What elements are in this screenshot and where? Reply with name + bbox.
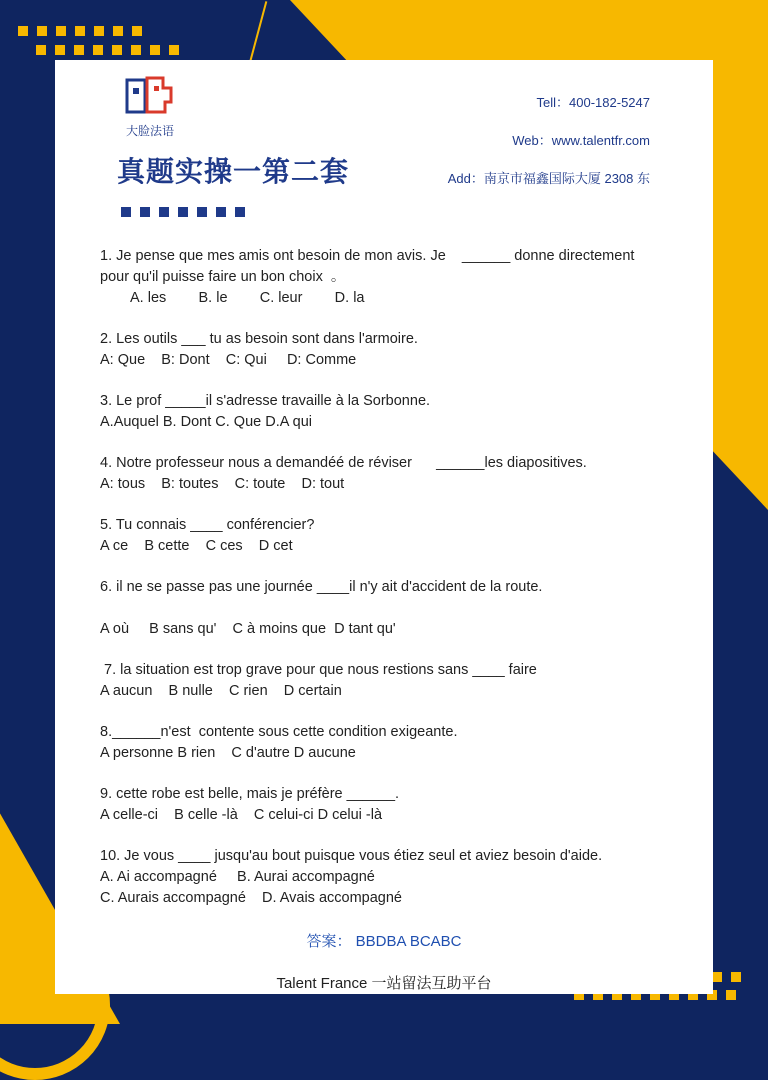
question-3: [100, 391, 690, 433]
question-options: A ce B cette C ces D cet: [100, 538, 293, 554]
question-text: 6. il ne se passe pas une journée ____il n'y ait d'accident de la route.: [100, 579, 543, 595]
footer-brand: Talent France 一站留法互助平台: [276, 975, 492, 992]
decorative-squares-top-1: [18, 26, 142, 36]
decorative-squares-top-2: [36, 45, 179, 55]
question-10: [100, 846, 690, 909]
question-text: 4. Notre professeur nous a demandéé de réviser ______les diapositives.: [100, 455, 587, 471]
question-options: A. les B. le C. leur D. la: [130, 290, 365, 306]
answer-key: 答案： BBDBA BCABC: [306, 933, 462, 950]
question-5: [100, 515, 690, 557]
question-text: 2. Les outils ___ tu as besoin sont dans l'armoire.: [100, 331, 418, 347]
question-options: A. Ai accompagné B. Aurai accompagné: [100, 869, 375, 885]
question-text: pour qu'il puisse faire un bon choix 。: [100, 269, 346, 285]
question-text: 8.______n'est contente sous cette condition exigeante.: [100, 724, 458, 740]
contact-website[interactable]: Web：www.talentfr.com: [512, 133, 650, 148]
question-text: 3. Le prof _____il s'adresse travaille à la Sorbonne.: [100, 393, 431, 409]
question-text: 1. Je pense que mes amis ont besoin de mon avis. Je ______ donne directement: [100, 248, 635, 264]
question-6: [100, 577, 690, 640]
contact-address: Add：南京市福鑫国际大厦 2308 东: [447, 171, 650, 186]
question-options: A: Que B: Dont C: Qui D: Comme: [100, 352, 357, 368]
page-title: 真题实操一第二套: [117, 155, 350, 188]
question-options: A.Auquel B. Dont C. Que D.A qui: [100, 414, 312, 430]
question-options: A celle-ci B celle -là C celui-ci D celui -là: [100, 807, 383, 823]
document-page: [55, 60, 713, 994]
question-1: [100, 246, 690, 309]
question-options: A où B sans qu' C à moins que D tant qu': [100, 621, 396, 637]
question-options: A personne B rien C d'autre D aucune: [100, 745, 356, 761]
question-options: C. Aurais accompagné D. Avais accompagné: [100, 890, 402, 906]
question-4: [100, 453, 690, 495]
question-text: 7. la situation est trop grave pour que nous restions sans ____ faire: [100, 662, 537, 678]
brand-logo: [121, 74, 181, 122]
question-list: [100, 246, 690, 929]
question-2: [100, 329, 690, 371]
blank-line: [100, 598, 690, 619]
title-underline-dots: [121, 207, 245, 217]
question-text: 9. cette robe est belle, mais je préfère ______.: [100, 786, 400, 802]
brand-name: 大脸法语: [125, 124, 174, 138]
question-9: [100, 784, 690, 826]
question-8: [100, 722, 690, 764]
question-text: 10. Je vous ____ jusqu'au bout puisque vous étiez seul et aviez besoin d'aide.: [100, 848, 603, 864]
question-text: 5. Tu connais ____ conférencier?: [100, 517, 315, 533]
question-options: A aucun B nulle C rien D certain: [100, 683, 342, 699]
question-options: A: tous B: toutes C: toute D: tout: [100, 476, 345, 492]
contact-phone: Tell：400-182-5247: [536, 95, 650, 110]
question-7: [100, 660, 690, 702]
